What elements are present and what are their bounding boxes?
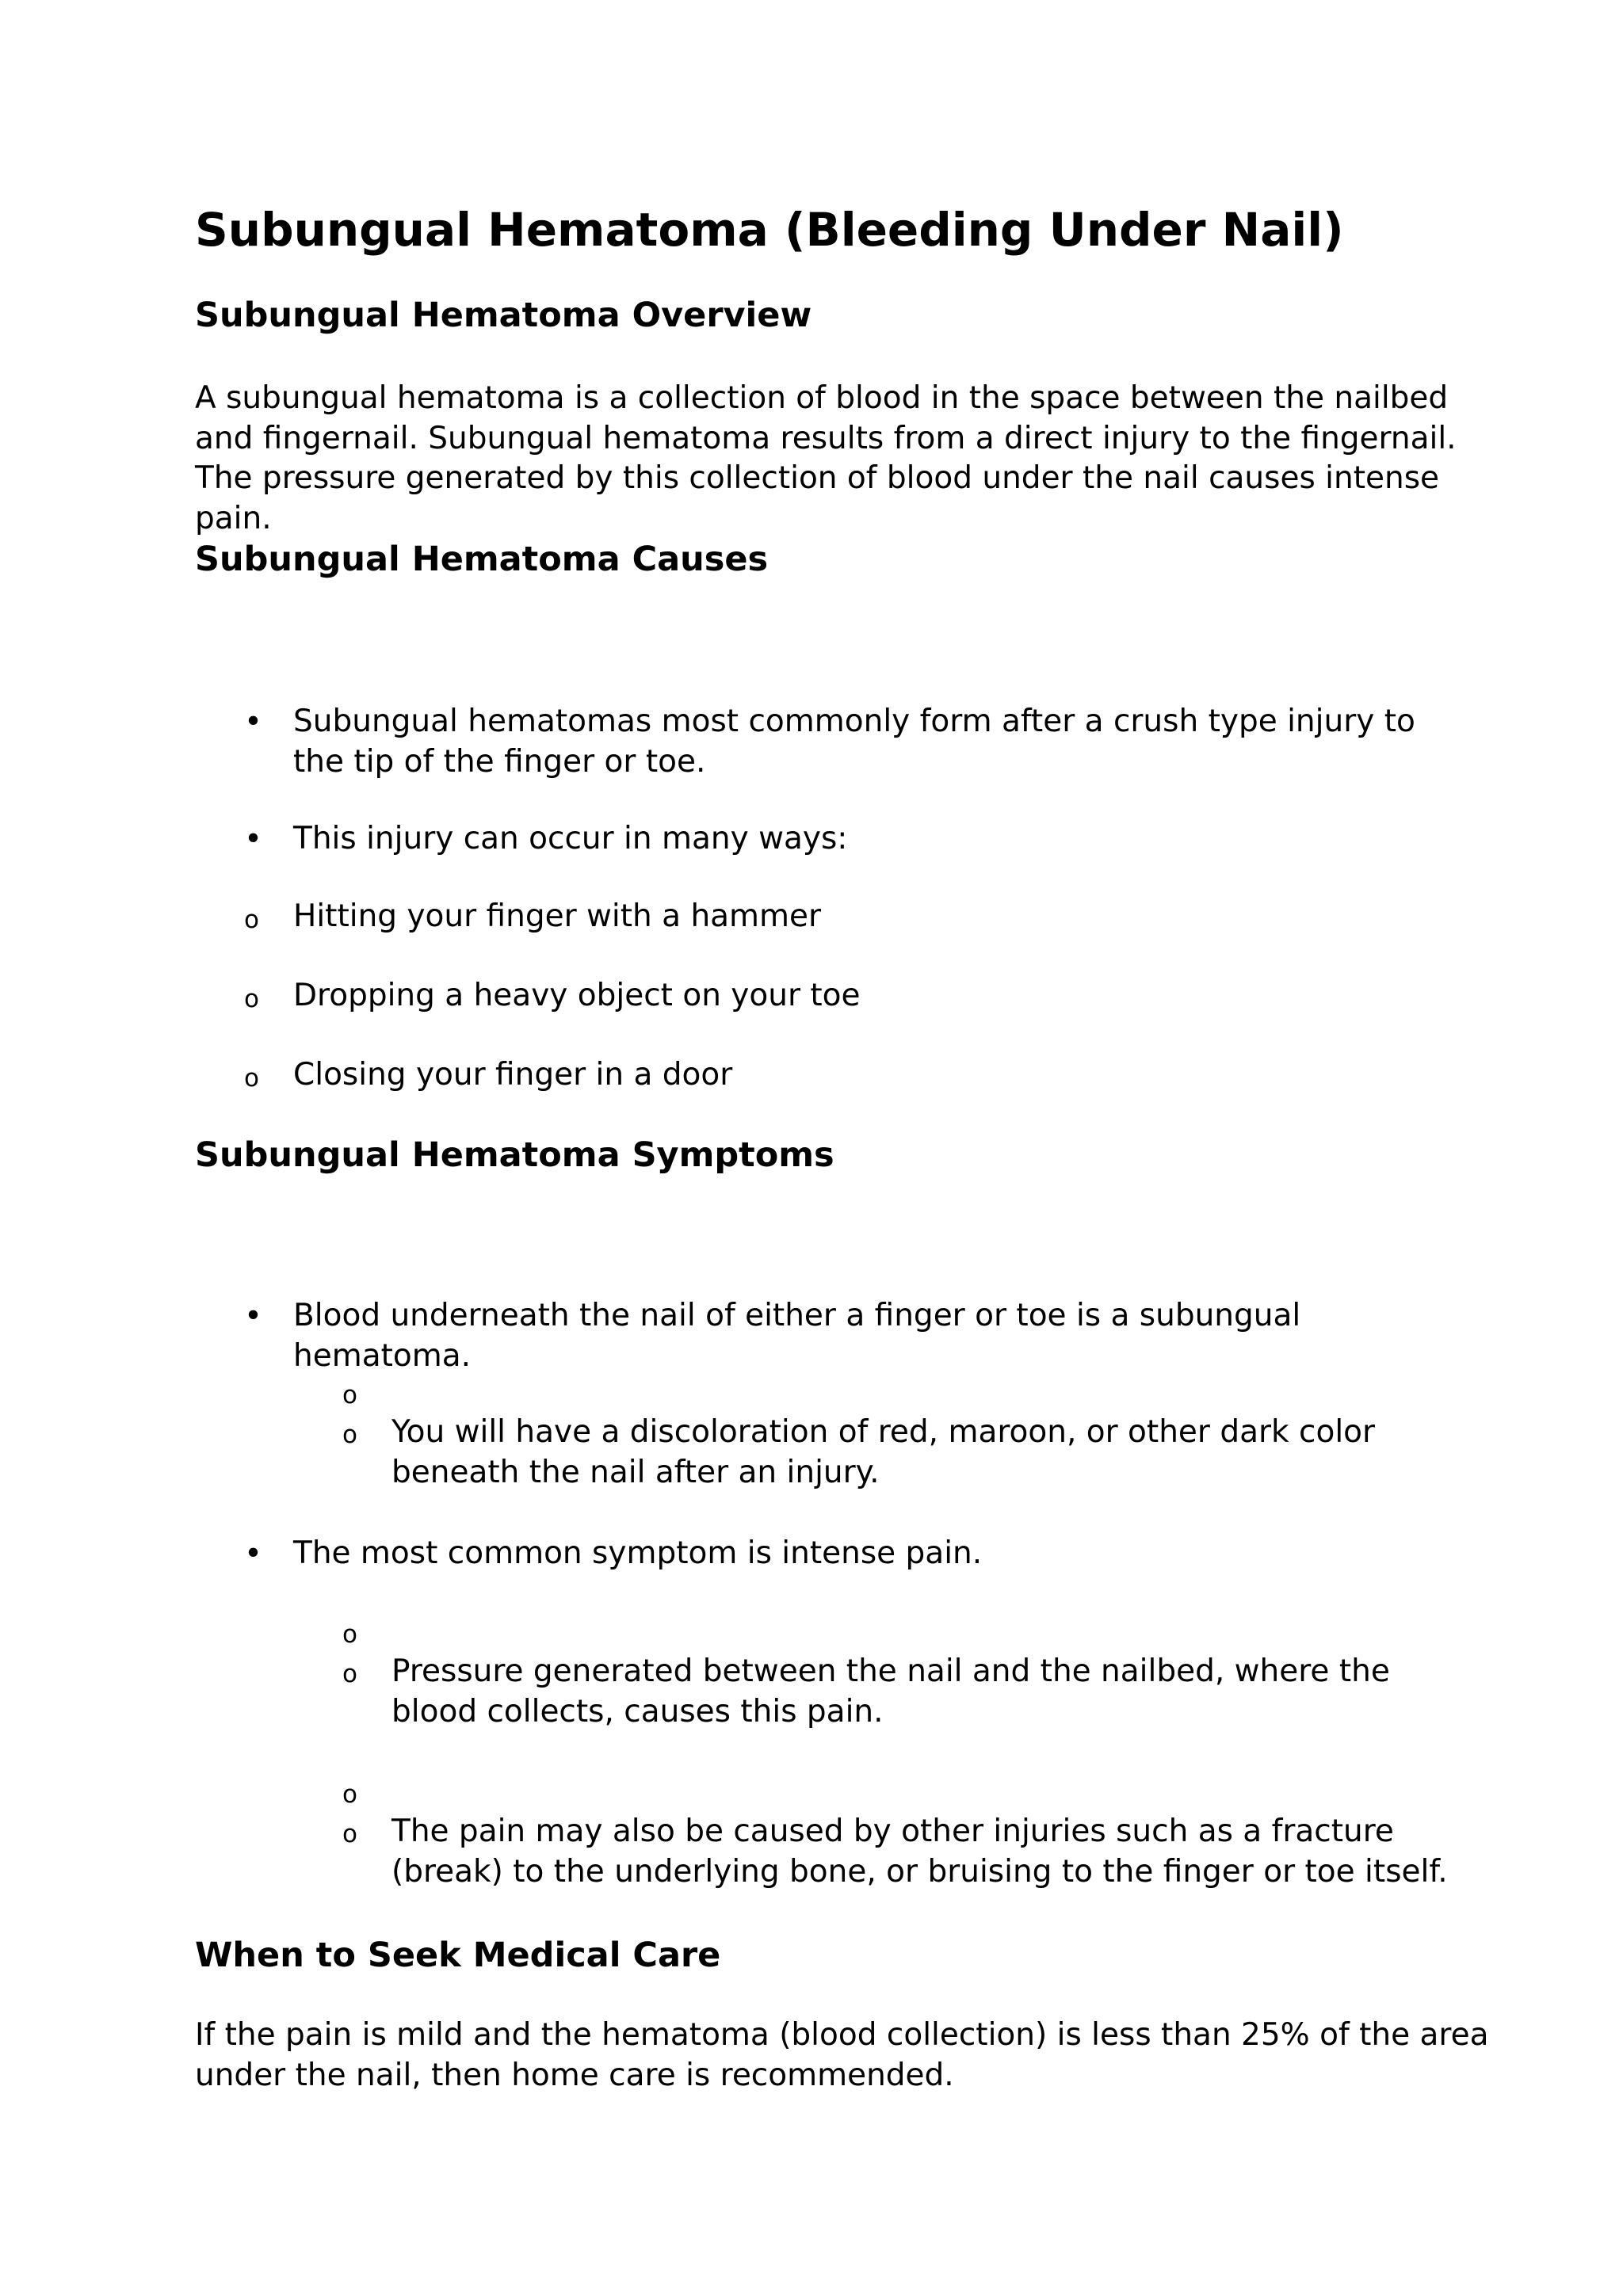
overview-heading: Subungual Hematoma Overview <box>195 296 812 335</box>
circle-bullet: o <box>342 1820 357 1848</box>
symptoms-subitem-1: You will have a discoloration of red, maroon, or other dark color beneath the nail after an injury. <box>391 1414 1376 1490</box>
symptoms-item-1: Blood underneath the nail of either a finger or toe is a subungual hematoma. <box>293 1298 1301 1374</box>
causes-subitem-1: Hitting your finger with a hammer <box>293 898 822 934</box>
circle-bullet: o <box>342 1381 357 1409</box>
circle-bullet: o <box>244 985 259 1013</box>
care-heading: When to Seek Medical Care <box>195 1936 721 1975</box>
causes-subitem-3: Closing your finger in a door <box>293 1057 733 1093</box>
disc-bullet: • <box>244 704 263 740</box>
circle-bullet: o <box>342 1660 357 1688</box>
causes-heading: Subungual Hematoma Causes <box>195 540 769 579</box>
symptoms-heading: Subungual Hematoma Symptoms <box>195 1135 834 1175</box>
causes-subitem-2: Dropping a heavy object on your toe <box>293 978 861 1013</box>
overview-paragraph: A subungual hematoma is a collection of blood in the space between the nailbed and fingernail. Subungual hematoma results from a direct injury to the fingernail. The pressure generated by this collection of blood under the nail causes intense pain. <box>195 380 1457 536</box>
disc-bullet: • <box>244 822 263 857</box>
circle-bullet: o <box>342 1421 357 1449</box>
symptoms-subitem-3: The pain may also be caused by other injuries such as a fracture (break) to the underlying bone, or bruising to the finger or toe itself. <box>391 1814 1448 1890</box>
disc-bullet: • <box>244 1299 263 1334</box>
causes-item-2: This injury can occur in many ways: <box>293 821 848 856</box>
symptoms-item-2: The most common symptom is intense pain. <box>293 1535 983 1571</box>
circle-bullet: o <box>342 1780 357 1809</box>
disc-bullet: • <box>244 1536 263 1572</box>
symptoms-subitem-2: Pressure generated between the nail and the nailbed, where the blood collects, causes this pain. <box>391 1653 1390 1730</box>
causes-item-1: Subungual hematomas most commonly form after a crush type injury to the tip of the finger or toe. <box>293 704 1415 780</box>
circle-bullet: o <box>342 1620 357 1649</box>
care-paragraph: If the pain is mild and the hematoma (blood collection) is less than 25% of the area under the nail, then home care is recommended. <box>195 2017 1489 2093</box>
circle-bullet: o <box>244 1064 259 1093</box>
page-title: Subungual Hematoma (Bleeding Under Nail) <box>195 203 1344 257</box>
circle-bullet: o <box>244 906 259 934</box>
